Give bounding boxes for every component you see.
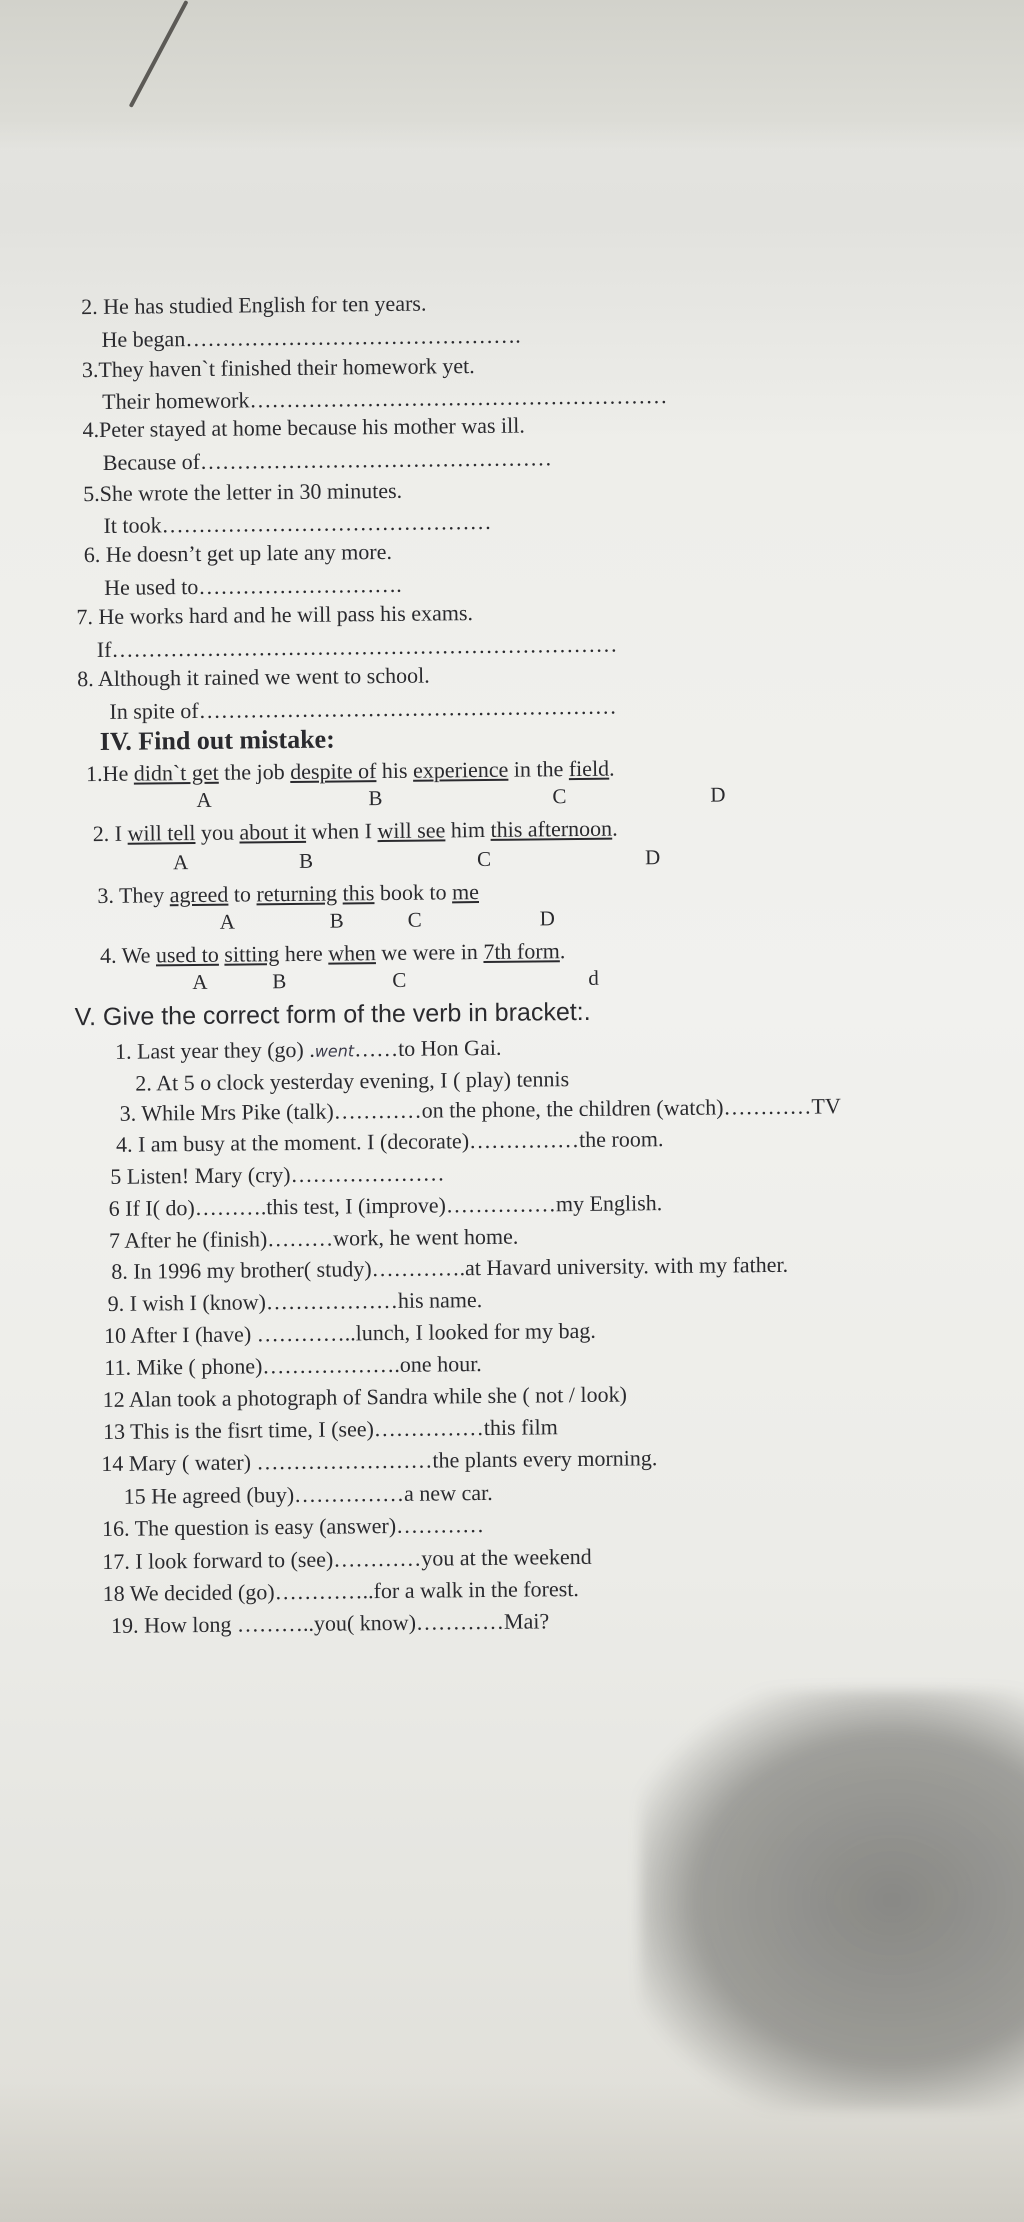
verb-item-3: 3. While Mrs Pike (talk)…………on the phone, the children (watch)…………TV [119, 1093, 841, 1126]
mistake-item-2: 2. I will tell you about it when I will see him this afternoon. [92, 815, 618, 847]
rewrite-answer-2: He began………………………………………. [101, 322, 521, 352]
verb-item-16: 16. The question is easy (answer)………… [101, 1512, 485, 1542]
rewrite-question-3: 3.They haven`t finished their homework yet. [81, 353, 475, 383]
verb-item-4: 4. I am busy at the moment. I (decorate)……………the room. [115, 1126, 664, 1157]
verb-item-6: 6 If I( do)……….this test, I (improve)……………my English. [108, 1190, 663, 1221]
rewrite-question-6: 6. He doesn’t get up late any more. [83, 538, 393, 568]
worksheet: 2. He has studied English for ten years. He began………………………………………. 3.They haven`t finished their homework yet. Their homework………………………………………………… 4.Peter stayed at home because his mother was ill. Because of………………………………………… 5.She wrote the letter in 30 minutes. It took……………………………………… 6. He doesn’t get up late any more. He used to………………………. 7. He works hard and he will pass his exams. If…………………………………………………………… 8. Although it rained we went to school. In spite of………………………………………………… IV. Find out mistake: 1.He didn`t get the job despite of his experience in the field. A B C D 2. I will tell you about it when I will see him this afternoon. A B C D 3. They agreed to returning this book to me A B C D 4. We used to sitting here when we were in 7th form. A B C d V. Give the correct form of the verb in bracket:. 1. Last year they (go) .went……to Hon Gai. 2. At 5 o clock yesterday evening, I ( play) tennis 3. While Mrs Pike (talk)…………on the phone, the children (watch)…………TV 4. I am busy at the moment. I (decorate)……………the room. 5 Listen! Mary (cry)………………… 6 If I( do)……….this test, I (improve)……………my English. 7 After he (finish)………work, he went home. 8. In 1996 my brother( study)………….at Havard university. with my father. 9. I wish I (know)………………his name. 10 After I (have) …………..lunch, I looked for my bag. 11. Mike ( phone)……………….one hour. 12 Alan took a photograph of Sandra while she ( not / look) 13 This is the fisrt time, I (see)……………this film 14 Mary ( water) ……………………the plants every morning. 15 He agreed (buy)……………a new car. 16. The question is easy (answer)………… 17. I look forward to (see)…………you at the weekend 18 We decided (go)…………..for a walk in the forest. 19. How long ………..you( know)…………Mai? [74, 290, 841, 1638]
mistake-item-1: 1.He didn`t get the job despite of his experience in the field. [85, 755, 615, 787]
rewrite-answer-4: Because of………………………………………… [102, 445, 553, 475]
verb-item-13: 13 This is the fisrt time, I (see)……………this film [102, 1414, 558, 1444]
rewrite-question-2: 2. He has studied English for ten years. [81, 290, 427, 320]
verb-item-7: 7 After he (finish)………work, he went home. [108, 1223, 519, 1253]
hand-shadow [640, 1690, 1024, 2110]
verb-item-9: 9. I wish I (know)………………his name. [107, 1287, 483, 1316]
verb-item-8: 8. In 1996 my brother( study)………….at Havard university. with my father. [111, 1251, 789, 1284]
bottom-shadow [0, 2080, 1024, 2222]
rewrite-answer-3: Their homework………………………………………………… [102, 383, 668, 414]
verb-item-18: 18 We decided (go)…………..for a walk in the forest. [102, 1576, 580, 1607]
rewrite-answer-8: In spite of………………………………………………… [109, 693, 617, 724]
verb-item-15: 15 He agreed (buy)……………a new car. [123, 1479, 493, 1509]
verb-item-17: 17. I look forward to (see)…………you at the weekend [102, 1543, 592, 1575]
rewrite-answer-6: He used to………………………. [104, 571, 402, 600]
verb-item-10: 10 After I (have) …………..lunch, I looked for my bag. [103, 1317, 596, 1348]
section-5-title: V. Give the correct form of the verb in bracket:. [74, 997, 591, 1032]
handwritten-answer: went [314, 1041, 355, 1061]
rewrite-question-5: 5.She wrote the letter in 30 minutes. [83, 477, 403, 507]
rewrite-question-4: 4.Peter stayed at home because his mother was ill. [82, 412, 525, 443]
verb-item-11: 11. Mike ( phone)……………….one hour. [104, 1351, 482, 1380]
verb-item-1: 1. Last year they (go) .went……to Hon Gai. [114, 1034, 502, 1064]
verb-item-12: 12 Alan took a photograph of Sandra while she ( not / look) [102, 1381, 628, 1413]
rewrite-answer-5: It took……………………………………… [103, 508, 492, 538]
rewrite-answer-7: If…………………………………………………………… [96, 631, 618, 663]
rewrite-question-8: 8. Although it rained we went to school. [76, 662, 430, 692]
verb-item-14: 14 Mary ( water) ……………………the plants every morning. [101, 1445, 658, 1477]
section-4-title: IV. Find out mistake: [99, 724, 335, 756]
mistake-item-3: 3. They agreed to returning this book to me [97, 879, 480, 909]
verb-item-2: 2. At 5 o clock yesterday evening, I ( play) tennis [135, 1066, 570, 1096]
mistake-item-4: 4. We used to sitting here when we were in 7th form. [99, 938, 566, 969]
rewrite-question-7: 7. He works hard and he will pass his exams. [76, 600, 474, 630]
verb-item-19: 19. How long ………..you( know)…………Mai? [110, 1608, 550, 1638]
verb-item-5: 5 Listen! Mary (cry)………………… [110, 1160, 445, 1189]
